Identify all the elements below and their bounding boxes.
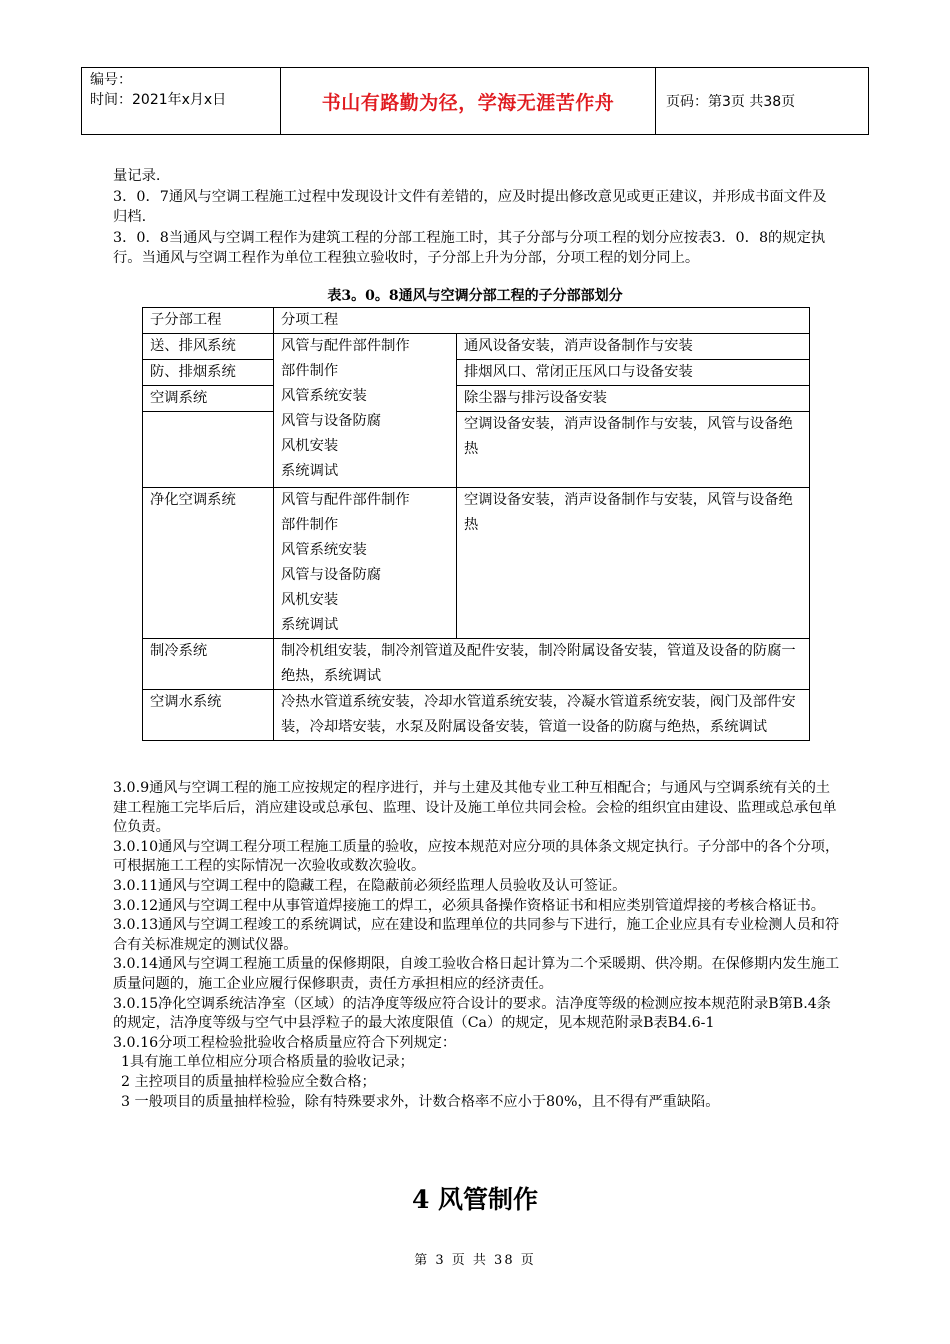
item: 系统调试: [281, 617, 339, 633]
table-row: [143, 386, 810, 412]
number-label: 编号：: [90, 72, 132, 88]
specific-cell: 排烟风口、常闭正压风口与设备安装: [457, 360, 810, 386]
system-cell: 净化空调系统: [143, 488, 274, 639]
item: 系统调试: [281, 463, 339, 479]
paragraph: 3.0.12通风与空调工程中从事管道焊接施工的焊工，必须具备操作资格证书和相应类别管道焊接的考核合格证书。: [113, 897, 825, 914]
table-row: [143, 690, 810, 741]
item: 风管与配件部件制作: [281, 492, 410, 508]
header-left-cell: [82, 68, 281, 134]
item: 部件制作: [281, 363, 339, 379]
system-cell: 空调系统: [143, 386, 274, 412]
header-cell: 分项工程: [274, 308, 810, 334]
empty-cell: [143, 412, 274, 488]
paragraph: 3．0．8当通风与空调工程作为建筑工程的分部工程施工时，其子分部与分项工程的划分应按表3．0．8的规定执行。当通风与空调工程作为单位工程独立验收时，子分部上升为分部，分项工程的划分同上。: [113, 229, 826, 266]
system-cell: 送、排风系统: [143, 334, 274, 360]
system-cell: 制冷系统: [143, 639, 274, 690]
paragraph: 3.0.14通风与空调工程施工质量的保修期限，自竣工验收合格日起计算为二个采暖期、供冷期。在保修期内发生施工质量问题的，施工企业应履行保修职责，责任方承担相应的经济责任。: [113, 956, 840, 992]
item: 风管系统安装: [281, 388, 367, 404]
motto: 书山有路勤为径，学海无涯苦作舟: [281, 68, 656, 134]
specific-cell: 空调设备安装，消声设备制作与安装，风管与设备绝热: [457, 412, 810, 488]
page-label: 页码：第3页 共38页: [666, 94, 796, 110]
paragraph: 3.0.16分项工程检验批验收合格质量应符合下列规定：: [113, 1034, 457, 1051]
paragraph: 3.0.10通风与空调工程分项工程施工质量的验收，应按本规范对应分项的具体条文规定执行。子分部中的各个分项，可根据施工工程的实际情况一次验收或数次验收。: [113, 838, 840, 875]
list-item: 1具有施工单位相应分项合格质量的验收记录；: [121, 1054, 414, 1071]
header-cell: 子分部工程: [143, 308, 274, 334]
table-title: 表3。0。8通风与空调分部工程的子分部部划分: [327, 288, 623, 304]
document-header: [81, 67, 869, 135]
table-header-row: [143, 308, 810, 334]
specific-cell: 通风设备安装，消声设备制作与安装: [457, 334, 810, 360]
item: 风管与设备防腐: [281, 413, 382, 429]
specific-cell: 空调设备安装，消声设备制作与安装，风管与设备绝热: [457, 488, 810, 639]
paragraph: 3.0.15净化空调系统洁净室（区域）的洁净度等级应符合设计的要求。洁净度等级的检测应按本规范附录B第B.4条的规定，洁净度等级与空气中县浮粒子的最大浓度限值（Ca）的规定，见本规范附录B表B4.6-1: [113, 995, 831, 1032]
item: 风机安装: [281, 438, 339, 454]
items-cell: 冷热水管道系统安装，冷却水管道系统安装，冷凝水管道系统安装，阀门及部件安装，冷却塔安装，水泵及附属设备安装，管道一设备的防腐与绝热，系统调试: [274, 690, 810, 741]
item: 部件制作: [281, 517, 339, 533]
table-row: [143, 488, 810, 639]
table-row: [143, 412, 810, 488]
list-item: 3 一般项目的质量抽样检验，除有特殊要求外，计数合格率不应小于80%，且不得有严重缺陷。: [121, 1093, 720, 1110]
item: 风管与配件部件制作: [281, 338, 410, 354]
paragraph: 量记录.: [113, 168, 161, 184]
paragraph: 3.0.9通风与空调工程的施工应按规定的程序进行，并与土建及其他专业工种互相配合；与通风与空调系统有关的土建工程施工完毕后后，消应建设或总承包、监理、设计及施工单位共同会检。会检的组织宜由建设、监理或总承包单位负责。: [113, 780, 837, 836]
list-item: 2 主控项目的质量抽样检验应全数合格；: [121, 1073, 376, 1090]
page-footer: 第 3 页 共 38 页: [414, 1253, 536, 1268]
common-items-cell: [274, 488, 457, 639]
paragraph: 3.0.13通风与空调工程竣工的系统调试，应在建设和监理单位的共同参与下进行，施工企业应具有专业检测人员和符合有关标准规定的测试仪器。: [113, 917, 840, 953]
system-cell: 空调水系统: [143, 690, 274, 741]
top-paragraphs: [113, 166, 840, 269]
table-row: [143, 360, 810, 386]
time-label: 时间：2021年x月x日: [90, 92, 227, 108]
common-items-cell: [274, 334, 457, 488]
item: 风管与设备防腐: [281, 567, 382, 583]
paragraph: 3.0.11通风与空调工程中的隐藏工程，在隐蔽前必须经监理人员验收及认可签证。: [113, 877, 627, 894]
items-cell: 制冷机组安装，制冷剂管道及配件安装，制冷附属设备安装，管道及设备的防腐一绝热，系统调试: [274, 639, 810, 690]
system-cell: 防、排烟系统: [143, 360, 274, 386]
item: 风管系统安装: [281, 542, 367, 558]
table-row: [143, 639, 810, 690]
table-row: [143, 334, 810, 360]
bottom-paragraphs: [113, 779, 840, 1112]
subdivision-table: [142, 307, 810, 741]
item: 风机安装: [281, 592, 339, 608]
specific-cell: 除尘器与排污设备安装: [457, 386, 810, 412]
paragraph: 3．0．7通风与空调工程施工过程中发现设计文件有差错的，应及时提出修改意见或更正建议，并形成书面文件及归档.: [113, 188, 827, 225]
section-title: 4 风管制作: [411, 1185, 539, 1214]
